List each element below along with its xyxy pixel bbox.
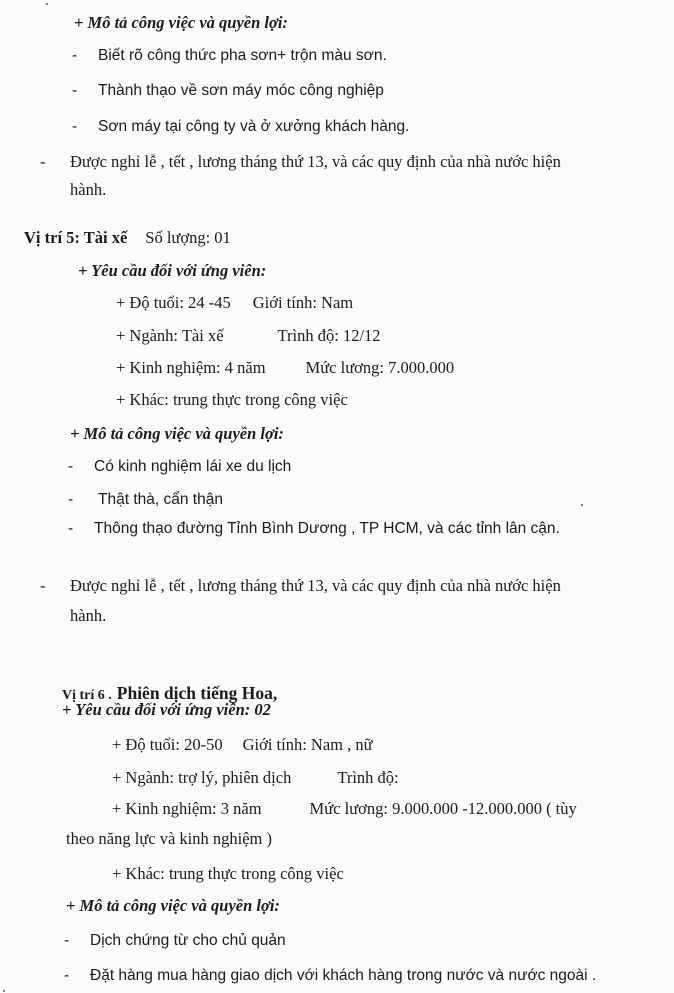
age-gender-row [116,293,353,313]
position-title: Phiên dịch tiếng Hoa, [116,683,278,703]
list-item: - Biết rõ công thức pha sơn+ trộn màu sơn. [72,47,387,64]
major-level-row [112,768,399,788]
requirements-heading: + Yêu cầu đối với ứng viên: [78,261,267,280]
benefits-line: - Được nghỉ lễ , tết , lương tháng thứ 13, và các quy định của nhà nước hiện [40,152,561,171]
job-description-heading: + Mô tả công việc và quyền lợi: [70,424,284,443]
experience-salary-row [116,358,454,378]
scan-speck [581,504,583,506]
position-title: Vị trí 5: Tài xế [24,228,128,247]
list-item: - Dịch chứng từ cho chủ quản [64,932,286,949]
requirements-heading: + Yêu cầu đối với ứng viên: 02 [62,700,271,719]
level: Trình độ: 12/12 [277,326,381,345]
age: + Độ tuổi: 20-50 [112,735,223,754]
age: + Độ tuổi: 24 -45 [116,293,231,312]
list-item: - Thành thạo về sơn máy móc công nghiệp [72,82,384,99]
position-5-title-row [24,228,231,248]
list-item: - Đặt hàng mua hàng giao dịch với khách hàng trong nước và nước ngoài . [64,967,597,984]
level: Trình độ: [337,768,399,787]
experience: + Kinh nghiệm: 3 năm [112,799,262,818]
major: + Ngành: Tài xế [116,326,224,345]
other-requirement: + Khác: trung thực trong công việc [116,390,348,409]
salary: Mức lương: 9.000.000 -12.000.000 ( tùy [309,799,577,818]
job-description-heading: + Mô tả công việc và quyền lợi: [66,896,280,915]
major-level-row [116,326,381,346]
gender: Giới tính: Nam [252,293,354,312]
experience-salary-row [112,799,577,819]
benefits-line-cont: hành. [70,606,107,625]
position-prefix: Vị trí 6 . [62,688,112,703]
salary-continued: theo năng lực và kinh nghiệm ) [66,829,272,848]
salary: Mức lương: 7.000.000 [305,358,455,377]
list-item: - Thật thà, cẩn thận [68,491,223,508]
experience: + Kinh nghiệm: 4 năm [116,358,266,377]
benefits-line-cont: hành. [70,180,107,199]
other-requirement: + Khác: trung thực trong công việc [112,864,344,883]
scan-speck [3,990,5,992]
list-item: - Có kinh nghiệm lái xe du lịch [68,458,292,475]
job-description-heading: + Mô tả công việc và quyền lợi: [74,13,288,32]
major: + Ngành: trợ lý, phiên dịch [112,768,292,787]
list-item: - Thông thạo đường Tỉnh Bình Dương , TP HCM, và các tỉnh lân cận. [68,520,560,537]
quantity: Số lượng: 01 [145,228,231,247]
scan-speck [46,3,48,5]
age-gender-row [112,735,373,755]
benefits-line: - Được nghỉ lễ , tết , lương tháng thứ 13, và các quy định của nhà nước hiện [40,576,561,595]
list-item: - Sơn máy tại công ty và ở xưởng khách hàng. [72,118,410,135]
gender: Giới tính: Nam , nữ [242,735,373,754]
